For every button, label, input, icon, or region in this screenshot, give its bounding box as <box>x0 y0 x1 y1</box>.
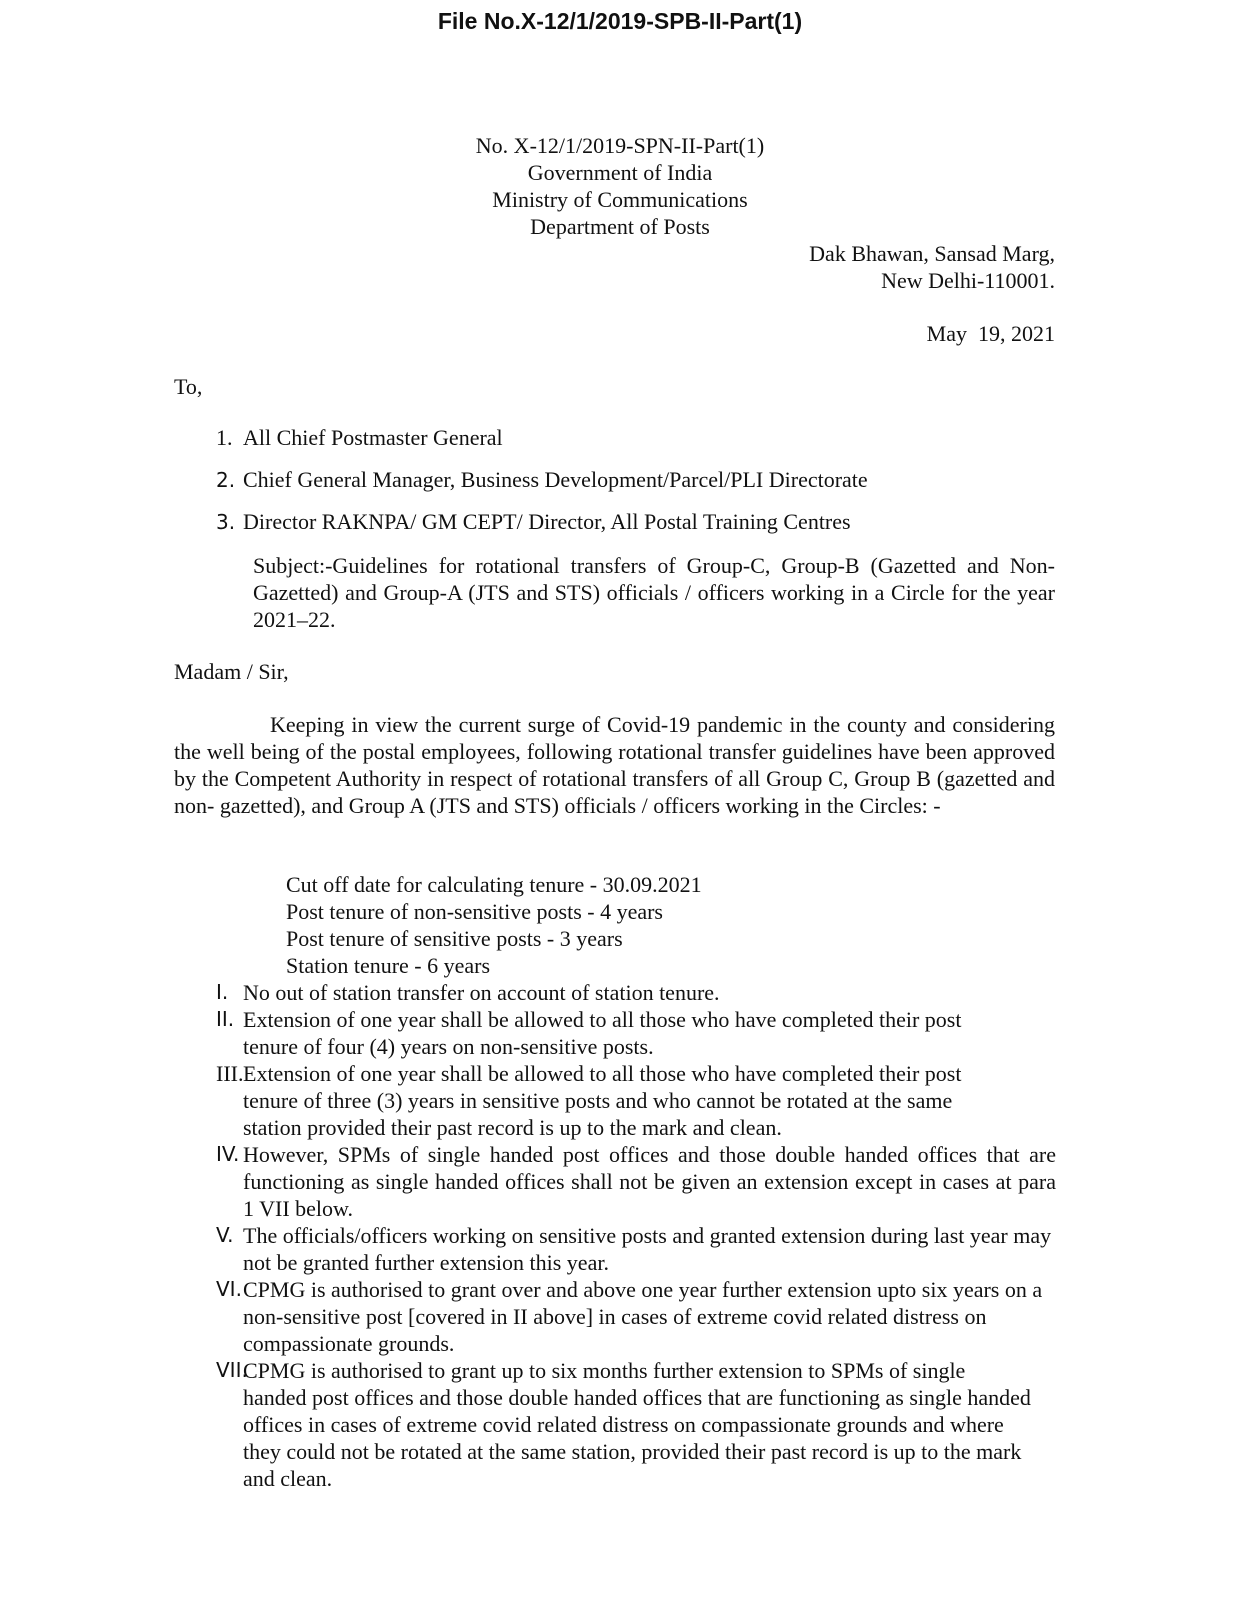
tenure-item: Station tenure - 6 years <box>286 953 491 978</box>
guideline-item <box>216 1006 1056 1060</box>
addressee-number: 3. <box>216 510 236 534</box>
guideline-number: I. <box>216 980 229 1004</box>
addressee-text: Chief General Manager, Business Development/Parcel/PLI Directorate <box>243 467 868 492</box>
guideline-number: III. <box>216 1061 244 1086</box>
ministry-line: Ministry of Communications <box>492 187 748 212</box>
addressee-text: Director RAKNPA/ GM CEPT/ Director, All Postal Training Centres <box>243 509 851 534</box>
letter-number: No. X-12/1/2019-SPN-II-Part(1) <box>475 133 765 158</box>
guideline-item <box>216 1222 1056 1276</box>
guideline-text: Extension of one year shall be allowed to all those who have completed their post tenure of four (4) years on non-sensitive posts. <box>243 1007 962 1059</box>
guideline-text: CPMG is authorised to grant over and above one year further extension upto six years on a non-sensitive post [covered in II above] in cases of extreme covid related distress on compassionate grounds. <box>243 1277 1043 1356</box>
address-line-1: Dak Bhawan, Sansad Marg, <box>809 241 1055 266</box>
addressee-item <box>216 509 851 535</box>
guideline-number: IV. <box>216 1142 240 1166</box>
file-number: File No.X-12/1/2019-SPB-II-Part(1) <box>437 8 803 34</box>
salutation: Madam / Sir, <box>174 659 289 684</box>
addressee-number: 2. <box>216 468 236 492</box>
guideline-number: VI. <box>216 1277 242 1301</box>
addressee-item <box>216 425 503 451</box>
guideline-item <box>216 1141 1056 1222</box>
letter-date: May 19, 2021 <box>926 321 1055 346</box>
tenure-item: Post tenure of non-sensitive posts - 4 years <box>286 899 663 924</box>
subject-line: Subject:-Guidelines for rotational transfers of Group-C, Group-B (Gazetted and Non-Gazetted) and Group-A (JTS and STS) officials / officers working in a Circle for the year 2021–22. <box>253 553 1055 632</box>
guideline-text: No out of station transfer on account of station tenure. <box>243 980 720 1005</box>
address-line-2: New Delhi-110001. <box>881 268 1055 293</box>
guideline-text: CPMG is authorised to grant up to six months further extension to SPMs of single handed post offices and those double handed offices that are functioning as single handed offices in cases of extreme covid related distress on compassionate grounds and where they could not be rotated at the same station, provided their past record is up to the mark and clean. <box>243 1358 1031 1491</box>
tenure-list <box>286 871 702 979</box>
guideline-item <box>216 1060 1056 1141</box>
guideline-item <box>216 979 1056 1006</box>
addressee-text: All Chief Postmaster General <box>243 425 503 450</box>
guideline-number: VII. <box>216 1358 248 1382</box>
guidelines-list <box>216 979 1056 1492</box>
guideline-item <box>216 1357 1056 1492</box>
addressee-item <box>216 467 868 493</box>
addressee-number: 1. <box>216 425 233 450</box>
guideline-number: II. <box>216 1007 235 1031</box>
body-paragraph: Keeping in view the current surge of Covid-19 pandemic in the county and considering the well being of the postal employees, following rotational transfer guidelines have been approved by the Competent Authority in respect of rotational transfers of all Group C, Group B (gazetted and non- gazetted), and Group A (JTS and STS) officials / officers working in the Circles: - <box>174 712 1055 818</box>
guideline-number: V. <box>216 1223 234 1247</box>
government-line: Government of India <box>527 160 713 185</box>
department-line: Department of Posts <box>530 214 710 239</box>
guideline-item <box>216 1276 1056 1357</box>
guideline-text: The officials/officers working on sensitive posts and granted extension during last year may not be granted further extension this year. <box>243 1223 1052 1275</box>
tenure-item: Post tenure of sensitive posts - 3 years <box>286 926 623 951</box>
tenure-item: Cut off date for calculating tenure - 30.09.2021 <box>286 872 702 897</box>
guideline-text: However, SPMs of single handed post offices and those double handed offices that are functioning as single handed offices shall not be given an extension except in cases at para 1 VII below. <box>243 1142 1056 1221</box>
guideline-text: Extension of one year shall be allowed to all those who have completed their post tenure of three (3) years in sensitive posts and who cannot be rotated at the same station provided their past record is up to the mark and clean. <box>243 1061 962 1140</box>
to-label: To, <box>174 374 203 399</box>
